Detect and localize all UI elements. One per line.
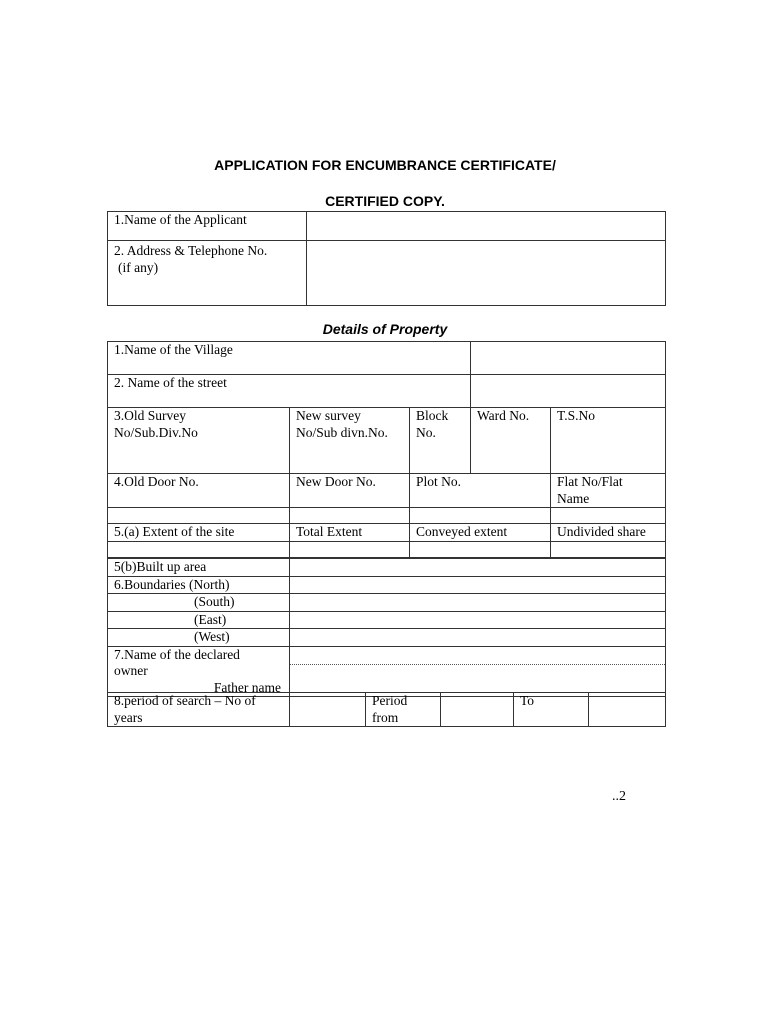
north-field[interactable]: [290, 576, 666, 594]
block-line-2: No.: [416, 424, 436, 440]
new-door-value[interactable]: [290, 508, 410, 524]
period-from-line-1: Period: [372, 693, 408, 708]
page-number: ..2: [612, 789, 626, 804]
plot-label: Plot No.: [416, 474, 462, 489]
total-extent-cell: [290, 524, 410, 542]
plot-cell: [410, 474, 551, 508]
street-field[interactable]: [471, 375, 666, 408]
conveyed-extent-value[interactable]: [410, 542, 551, 558]
period-table: [107, 692, 666, 727]
built-up-field[interactable]: [290, 559, 666, 577]
west-field[interactable]: [290, 629, 666, 647]
block-cell: [410, 408, 471, 474]
street-label-text: 2. Name of the street: [114, 375, 227, 390]
built-up-label-cell: [108, 559, 290, 577]
built-up-label: 5(b)Built up area: [114, 559, 207, 574]
flat-value[interactable]: [551, 508, 666, 524]
east-label: (East): [194, 611, 227, 627]
period-from-line-2: from: [372, 709, 399, 725]
total-extent-label: Total Extent: [296, 524, 363, 539]
old-door-cell: [108, 474, 290, 508]
old-door-value[interactable]: [108, 508, 290, 524]
declared-owner-label-cell: [108, 646, 290, 697]
old-survey-cell: [108, 408, 290, 474]
period-from-field[interactable]: [441, 693, 514, 727]
period-from-cell: [366, 693, 441, 727]
village-field[interactable]: [471, 342, 666, 375]
undivided-share-cell: [551, 524, 666, 542]
declared-owner-line: [290, 647, 665, 665]
flat-line-1: Flat No/Flat: [557, 474, 623, 489]
period-search-line-2: years: [114, 709, 143, 725]
total-extent-value[interactable]: [290, 542, 410, 558]
address-label-line-2: (if any): [118, 259, 159, 275]
period-search-label-cell: [108, 693, 290, 727]
declared-owner-line-1: 7.Name of the declared: [114, 646, 240, 662]
period-search-line-1: 8.period of search – No of: [114, 693, 256, 708]
to-label: To: [520, 693, 535, 708]
new-survey-cell: [290, 408, 410, 474]
south-field[interactable]: [290, 594, 666, 612]
undivided-share-label: Undivided share: [557, 524, 646, 539]
form-title-line-2: CERTIFIED COPY.: [325, 193, 445, 209]
to-cell: [514, 693, 589, 727]
applicant-table: [107, 211, 666, 306]
north-label-cell: [108, 576, 290, 594]
property-table-2: [107, 558, 666, 697]
property-heading: Details of Property: [322, 321, 448, 337]
west-label-cell: [108, 629, 290, 647]
ward-label: Ward No.: [477, 408, 530, 423]
declared-owner-line-2: owner: [114, 663, 148, 678]
boundaries-north-label: 6.Boundaries (North): [114, 576, 230, 592]
address-label-line-1: 2. Address & Telephone No.: [114, 243, 268, 258]
village-label: [108, 342, 471, 375]
applicant-name-text: 1.Name of the Applicant: [114, 212, 247, 227]
east-label-cell: [108, 611, 290, 629]
plot-value[interactable]: [410, 508, 551, 524]
west-label: (West): [194, 629, 230, 644]
applicant-name-field[interactable]: [307, 212, 666, 241]
declared-owner-field[interactable]: [290, 646, 666, 697]
south-label-cell: [108, 594, 290, 612]
east-field[interactable]: [290, 611, 666, 629]
ts-cell: [551, 408, 666, 474]
address-label: [108, 241, 307, 306]
new-survey-line-2: No/Sub divn.No.: [296, 424, 388, 440]
applicant-name-label: [108, 212, 307, 241]
extent-site-label: 5.(a) Extent of the site: [114, 524, 235, 539]
ts-label: T.S.No: [557, 408, 596, 423]
undivided-share-value[interactable]: [551, 542, 666, 558]
block-line-1: Block: [416, 408, 449, 423]
years-field[interactable]: [290, 693, 366, 727]
old-door-label: 4.Old Door No.: [114, 474, 199, 489]
extent-site-cell: [108, 524, 290, 542]
village-label-text: 1.Name of the Village: [114, 342, 233, 357]
father-name-label: Father name: [213, 679, 281, 695]
ward-cell: [471, 408, 551, 474]
property-table: [107, 341, 666, 558]
extent-site-value[interactable]: [108, 542, 290, 558]
flat-cell: [551, 474, 666, 508]
south-label: (South): [194, 594, 235, 609]
old-survey-line-2: No/Sub.Div.No: [114, 424, 198, 440]
conveyed-extent-cell: [410, 524, 551, 542]
new-door-cell: [290, 474, 410, 508]
form-title-line-1: APPLICATION FOR ENCUMBRANCE CERTIFICATE/: [214, 157, 556, 173]
new-survey-line-1: New survey: [296, 408, 361, 423]
new-door-label: New Door No.: [296, 474, 376, 489]
street-label: [108, 375, 471, 408]
conveyed-extent-label: Conveyed extent: [416, 524, 508, 539]
flat-line-2: Name: [557, 490, 590, 506]
to-field[interactable]: [589, 693, 666, 727]
old-survey-line-1: 3.Old Survey: [114, 408, 186, 423]
address-field[interactable]: [307, 241, 666, 306]
